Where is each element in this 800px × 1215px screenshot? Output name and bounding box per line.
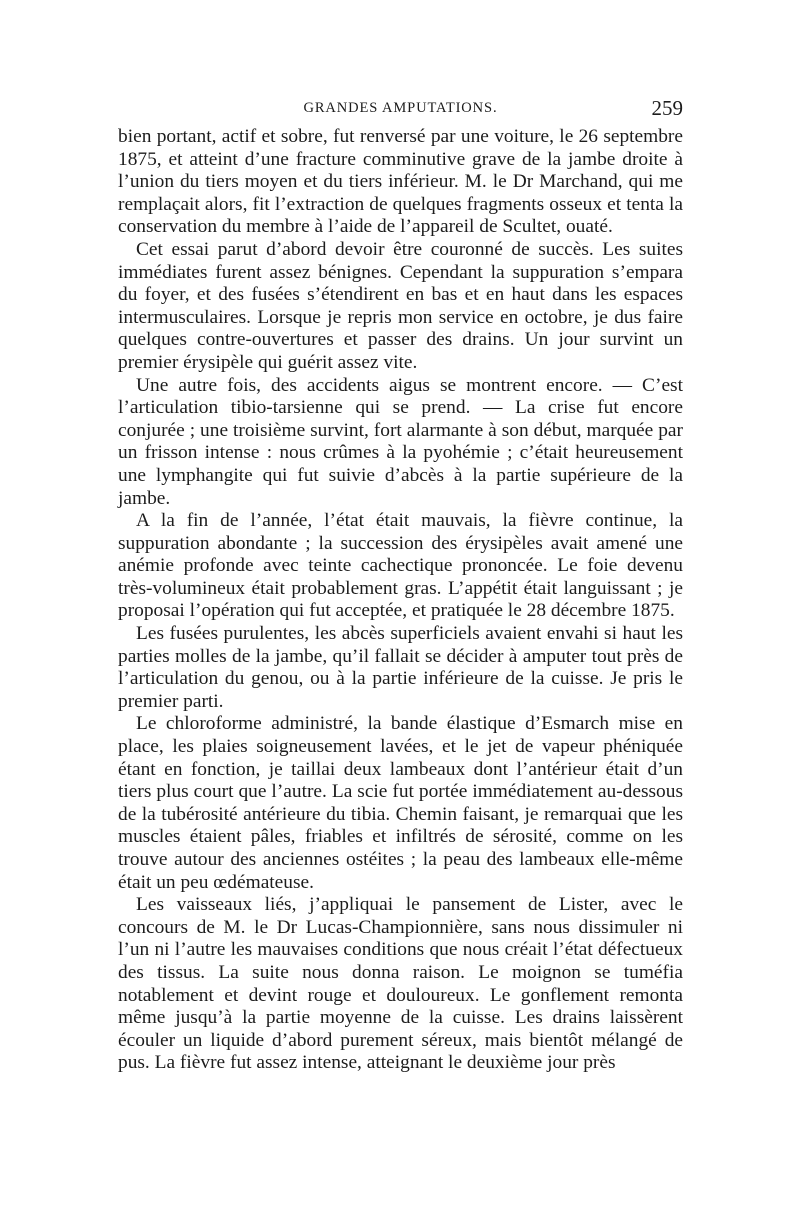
page-number: 259 [651, 96, 683, 120]
paragraph: A la fin de l’année, l’état était mauvais, la fièvre continue, la suppuration abondante ; la succession des érysipèles avait amené une anémie profonde avec teinte cachectique prononcée. Le foie devenu très-volumineux était probablement gras. L’appétit était languissant ; je proposai l’opération qui fut acceptée, et pratiquée le 28 décembre 1875. [118, 510, 683, 622]
paragraph: Le chloroforme administré, la bande élastique d’Esmarch mise en place, les plaies soigneusement lavées, et le jet de vapeur phéniquée étant en fonction, je taillai deux lambeaux dont l’antérieur était d’un tiers plus court que l’autre. La scie fut portée immédiatement au-dessous de la tubérosité antérieure du tibia. Chemin faisant, je remarquai que les muscles étaient pâles, friables et infiltrés de sérosité, comme on les trouve autour des anciennes ostéites ; la peau des lambeaux elle-même était un peu œdémateuse. [118, 713, 683, 893]
paragraph: Une autre fois, des accidents aigus se montrent encore. — C’est l’articulation tibio-tarsienne qui se prend. — La crise fut encore conjurée ; une troisième survint, fort alarmante à son début, marquée par un frisson intense : nous crûmes à la pyohémie ; c’était heureusement une lymphangite qui fut suivie d’abcès à la partie supérieure de la jambe. [118, 374, 683, 509]
running-head [118, 96, 683, 122]
paragraph: Cet essai parut d’abord devoir être couronné de succès. Les suites immédiates furent assez bénignes. Cependant la suppuration s’empara du foyer, et des fusées s’étendirent en bas et en haut dans les espaces intermusculaires. Lorsque je repris mon service en octobre, je dus faire quelques contre-ouvertures et passer des drains. Un jour survint un premier érysipèle qui guérit assez vite. [118, 238, 683, 373]
running-title: GRANDES AMPUTATIONS. [303, 100, 498, 116]
body-text [118, 126, 683, 1075]
paragraph: Les vaisseaux liés, j’appliquai le pansement de Lister, avec le concours de M. le Dr Lucas-Championnière, sans nous dissimuler ni l’un ni l’autre les mauvaises conditions que nous créait l’état défectueux des tissus. La suite nous donna raison. Le moignon se tuméfia notablement et devint rouge et douloureux. Le gonflement remonta même jusqu’à la partie moyenne de la cuisse. Les drains laissèrent écouler un liquide d’abord purement séreux, mais bientôt mélangé de pus. La fièvre fut assez intense, atteignant le deuxième jour près [118, 894, 683, 1074]
paragraph: bien portant, actif et sobre, fut renversé par une voiture, le 26 septembre 1875, et atteint d’une fracture comminutive grave de la jambe droite à l’union du tiers moyen et du tiers inférieur. M. le Dr Marchand, qui me remplaçait alors, fit l’extraction de quelques fragments osseux et tenta la conservation du membre à l’aide de l’appareil de Scultet, ouaté. [118, 126, 683, 238]
paragraph: Les fusées purulentes, les abcès superficiels avaient envahi si haut les parties molles de la jambe, qu’il fallait se décider à amputer tout près de l’articulation du genou, ou à la partie inférieure de la cuisse. Je pris le premier parti. [118, 623, 683, 712]
